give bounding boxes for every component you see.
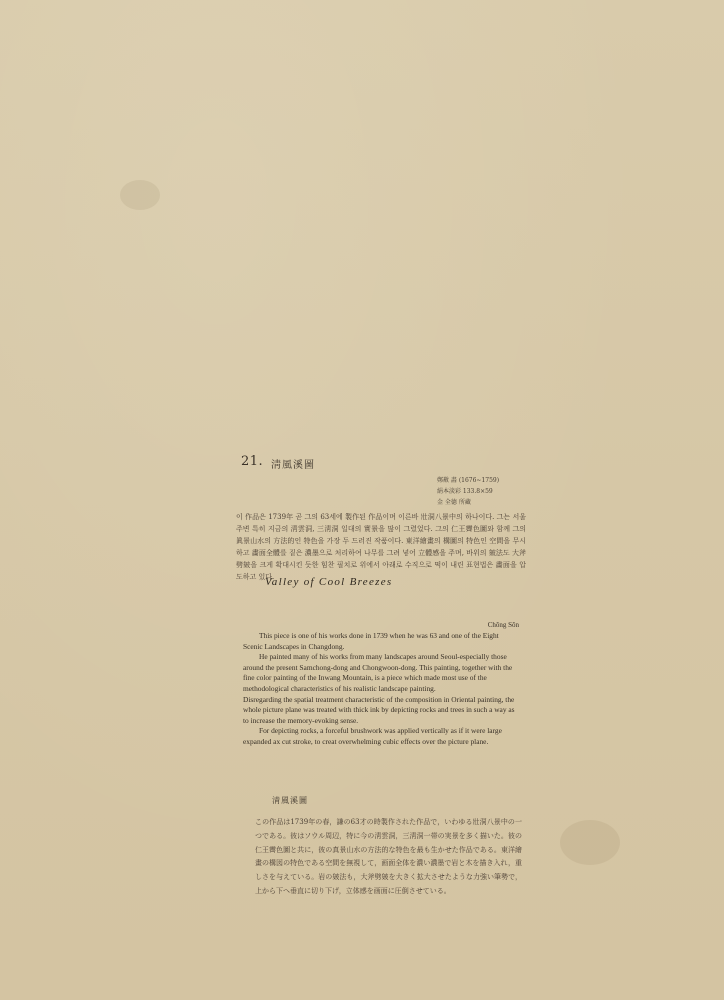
japanese-description: この作品は1739年の春，謙の63才の時製作された作品で，いわゆる壯洞八景中の一つである。彼はソウル周辺，特に今の淸雲洞，三淸洞一帯の実景を多く描いた。彼の仁王霽色圖と共に，彼の真景山水の方法的な特色を最も生かせた作品である。東洋繪畫の構図の特色である空間を無視して，画面全体を濃い濃墨で岩と木を描き入れ，重しさを与えている。岩の皴法も，大斧劈皴を大きく拡大させたような力強い筆勢で，上から下へ垂直に切り下げ，立体感を画面に圧倒させている。 <box>255 818 522 895</box>
korean-description: 이 作品은 1739年 곧 그의 63세에 製作된 作品이며 이른바 壯洞八景中의 하나이다. 그는 서울 주변 특히 지금의 淸雲洞, 三淸洞 일대의 實景을 많이 그렸었다. 그의 仁王霽色圖와 함께 그의 眞景山水의 方法的인 特色을 가장 두 드러진 작품이다. 東洋繪畫의 構圖의 特色인 空間을 무시하고 畵面全體를 짙은 濃墨으로 처리하여 나무를 그려 넣어 立體感을 주며, 바위의 皴法도 大斧劈皴을 크게 확대시킨 듯한 힘찬 필치로 위에서 아래로 수직으로 떡이 내린 표현법은 畵面을 압도하고 있다. <box>236 513 526 581</box>
meta-artist: 鄭敾 畵 (1676~1759) <box>437 477 500 484</box>
english-paragraph-4: For depicting rocks, a forceful brushwork was applied vertically as if it were large expanded ax cut stroke, to creat overwhelming cubic effects over the picture plane. <box>243 726 502 746</box>
english-paragraph-2: He painted many of his works from many landscapes around Seoul-especially those around the present Samchong-dong and Chongwoon-dong. This painting, together with the fine color painting of the Inwang Mountain, is a piece which made most use of the methodological characteristics of his realistic landscape painting. <box>243 652 513 693</box>
plate-title: 淸風溪圖 <box>271 460 315 471</box>
artwork-metadata <box>437 475 499 508</box>
meta-medium: 絹本淡彩 133.8×59 <box>437 488 493 495</box>
english-paragraph-3: Disregarding the spatial treatment characteristic of the composition in Oriental painting, the whole picture plane was treated with thick ink by depicting rocks and trees in such a way as to increase the memory-evoking sense. <box>243 694 515 725</box>
author-name: Chŏng Sŏn <box>487 621 519 629</box>
english-title: Valley of Cool Breezes <box>265 576 393 588</box>
paper-stain <box>120 180 160 210</box>
english-description <box>243 631 519 748</box>
meta-collection: 金 全德 所藏 <box>437 499 471 506</box>
english-paragraph-1: This piece is one of his works done in 1739 when he was 63 and one of the Eight Scenic Landscapes in Changdong. <box>243 631 499 651</box>
japanese-title: 淸風溪圖 <box>272 796 308 805</box>
plate-number: 21. <box>241 454 264 469</box>
paper-stain <box>560 820 620 865</box>
